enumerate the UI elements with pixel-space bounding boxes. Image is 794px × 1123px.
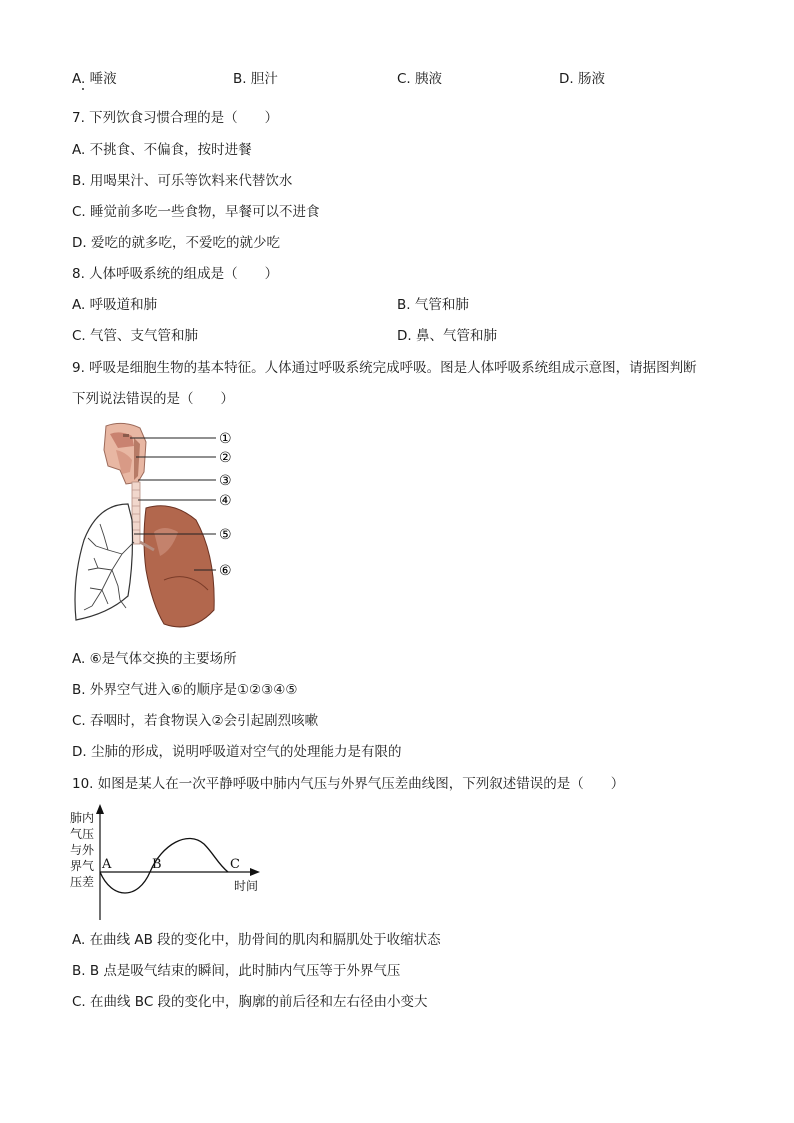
q10-option-c: C. 在曲线 BC 段的变化中，胸廓的前后径和左右径由小变大 bbox=[72, 994, 428, 1010]
head-illustration bbox=[104, 423, 146, 484]
q7-option-d: D. 爱吃的就多吃，不爱吃的就少吃 bbox=[72, 235, 280, 251]
trachea bbox=[132, 482, 140, 544]
y-label-1: 肺内 bbox=[70, 811, 95, 825]
q8-option-b: B. 气管和肺 bbox=[397, 297, 469, 313]
q8-option-a: A. 呼吸道和肺 bbox=[72, 297, 158, 313]
q6-option-d: D. 肠液 bbox=[559, 71, 605, 87]
x-axis-label: 时间 bbox=[234, 879, 259, 893]
q6-option-a: A. 唾液 bbox=[72, 71, 117, 87]
q7-option-c: C. 睡觉前多吃一些食物，早餐可以不进食 bbox=[72, 204, 320, 220]
q9-stem-line2: 下列说法错误的是（ ） bbox=[72, 391, 234, 407]
figure-label-5: ⑤ bbox=[219, 527, 232, 543]
q6-option-c: C. 胰液 bbox=[397, 71, 443, 87]
q10-stem: 10. 如图是某人在一次平静呼吸中肺内气压与外界气压差曲线图，下列叙述错误的是（ ） bbox=[72, 776, 625, 792]
point-b: B bbox=[152, 857, 162, 872]
figure-label-4: ④ bbox=[219, 493, 232, 509]
q7-option-b: B. 用喝果汁、可乐等饮料来代替饮水 bbox=[72, 173, 293, 189]
q9-option-c: C. 吞咽时，若食物误入②会引起剧烈咳嗽 bbox=[72, 713, 319, 729]
figure-label-3: ③ bbox=[219, 473, 232, 489]
figure-label-2: ② bbox=[219, 450, 232, 466]
y-label-4: 界气 bbox=[70, 859, 95, 873]
figure-label-1: ① bbox=[219, 431, 232, 447]
q7-option-a: A. 不挑食、不偏食，按时进餐 bbox=[72, 142, 252, 158]
pressure-curve bbox=[100, 839, 228, 893]
q6-option-b: B. 胆汁 bbox=[233, 71, 278, 87]
stray-dot bbox=[82, 88, 84, 90]
right-lung bbox=[140, 506, 214, 627]
q10-option-a: A. 在曲线 AB 段的变化中，肋骨间的肌肉和膈肌处于收缩状态 bbox=[72, 932, 441, 948]
q9-option-d: D. 尘肺的形成，说明呼吸道对空气的处理能力是有限的 bbox=[72, 744, 402, 760]
figure-label-6: ⑥ bbox=[219, 563, 232, 579]
q9-stem-line1: 9. 呼吸是细胞生物的基本特征。人体通过呼吸系统完成呼吸。图是人体呼吸系统组成示意图，请据图判断 bbox=[72, 360, 697, 376]
q9-option-b: B. 外界空气进入⑥的顺序是①②③④⑤ bbox=[72, 682, 298, 698]
q10-option-b: B. B 点是吸气结束的瞬间，此时肺内气压等于外界气压 bbox=[72, 963, 401, 979]
y-label-2: 气压 bbox=[70, 827, 95, 841]
point-c: C bbox=[230, 857, 240, 872]
point-a: A bbox=[102, 857, 112, 872]
q8-option-c: C. 气管、支气管和肺 bbox=[72, 328, 199, 344]
y-label-5: 压差 bbox=[70, 875, 95, 889]
q8-stem: 8. 人体呼吸系统的组成是（ ） bbox=[72, 266, 279, 282]
x-axis-arrow bbox=[250, 868, 260, 876]
respiratory-system-figure bbox=[68, 420, 258, 635]
y-label-3: 与外 bbox=[70, 843, 95, 857]
left-lung-bronchial-tree bbox=[75, 504, 134, 620]
q7-stem: 7. 下列饮食习惯合理的是（ ） bbox=[72, 110, 279, 126]
q8-option-d: D. 鼻、气管和肺 bbox=[397, 328, 497, 344]
q9-option-a: A. ⑥是气体交换的主要场所 bbox=[72, 651, 237, 667]
pressure-curve-graph bbox=[68, 800, 268, 925]
y-axis-arrow bbox=[96, 804, 104, 814]
